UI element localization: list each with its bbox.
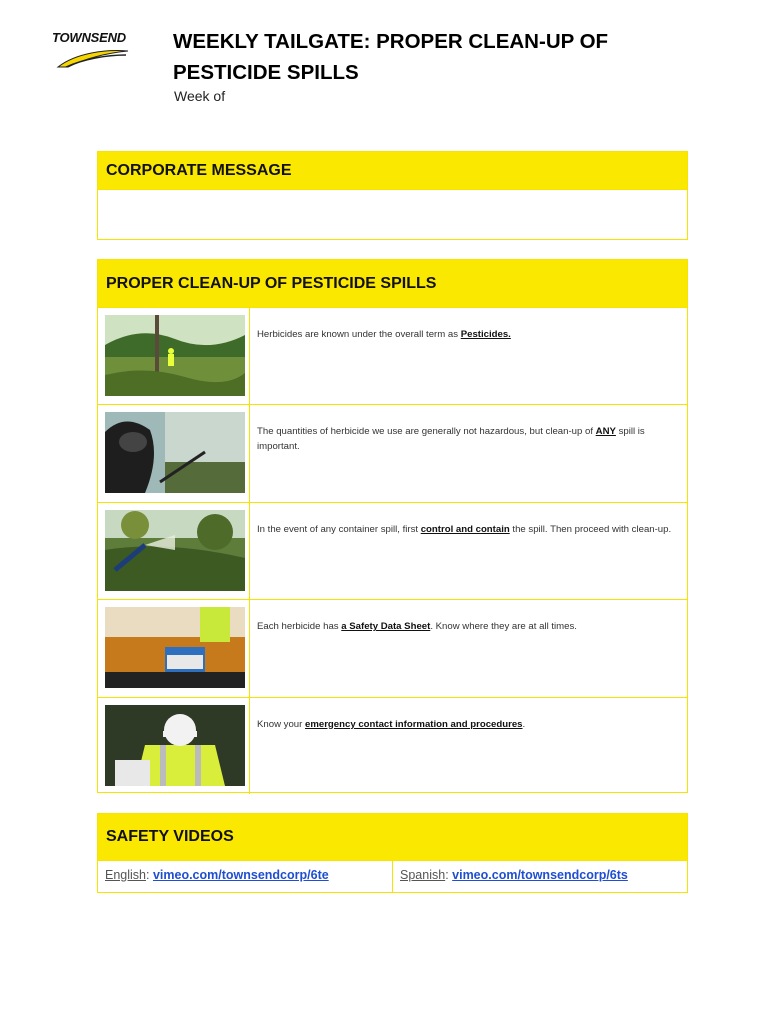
page-title: WEEKLY TAILGATE: PROPER CLEAN-UP OF PESTICIDE SPILLS — [173, 30, 609, 84]
section-heading: PROPER CLEAN-UP OF PESTICIDE SPILLS — [98, 260, 687, 307]
english-video-link[interactable]: vimeo.com/townsendcorp/6te — [152, 868, 329, 882]
week-of-label: Week of — [174, 88, 226, 104]
row-text-end: . Know where they are at all times. — [430, 621, 577, 633]
row-emphasis: control and contain — [420, 523, 510, 535]
separator: : — [445, 868, 453, 882]
row-emphasis: a Safety Data Sheet — [341, 621, 431, 633]
english-video-cell — [98, 861, 392, 892]
section-heading: CORPORATE MESSAGE — [98, 152, 687, 189]
worker-hardhat-reading-photo — [105, 705, 245, 786]
info-row — [98, 502, 687, 599]
spanish-video-link[interactable]: vimeo.com/townsendcorp/6ts — [452, 868, 628, 882]
video-links-row — [98, 860, 687, 892]
row-text-end: . — [522, 718, 526, 730]
corporate-message-body — [98, 189, 687, 240]
spanish-label: Spanish — [400, 868, 446, 882]
pesticide-spills-section — [97, 259, 688, 793]
safety-videos-section — [97, 813, 688, 893]
row-text-end: spill is important. — [257, 426, 645, 453]
spray-wand-vegetation-photo — [105, 510, 245, 591]
row-text: The quantities of herbicide we use are generally not hazardous, but clean-up of — [257, 426, 596, 438]
spanish-video-cell — [392, 861, 687, 892]
row-text: Each herbicide has — [257, 621, 342, 633]
row-text: Know your — [257, 718, 305, 730]
info-row — [98, 404, 687, 501]
row-text: Herbicides are known under the overall term as — [257, 329, 461, 340]
logo-text: TOWNSEND — [52, 30, 126, 45]
english-label: English — [105, 868, 146, 882]
logo-swoosh-icon — [56, 45, 130, 71]
separator: : — [146, 868, 153, 882]
herbicide-containers-truck-photo — [105, 607, 245, 688]
info-row — [98, 697, 687, 794]
info-row — [98, 599, 687, 696]
corporate-message-section — [97, 151, 688, 240]
info-row — [98, 307, 687, 404]
worker-spray-nozzle-closeup-photo — [105, 412, 245, 493]
row-emphasis: Pesticides. — [460, 329, 511, 340]
townsend-logo — [52, 30, 128, 72]
section-heading: SAFETY VIDEOS — [98, 814, 687, 860]
row-text-end: the spill. Then proceed with clean-up. — [509, 523, 672, 535]
row-emphasis: emergency contact information and procedures — [305, 718, 523, 730]
worker-spraying-field-photo — [105, 315, 245, 396]
row-emphasis: ANY — [595, 426, 616, 438]
row-text: In the event of any container spill, first — [257, 523, 421, 535]
